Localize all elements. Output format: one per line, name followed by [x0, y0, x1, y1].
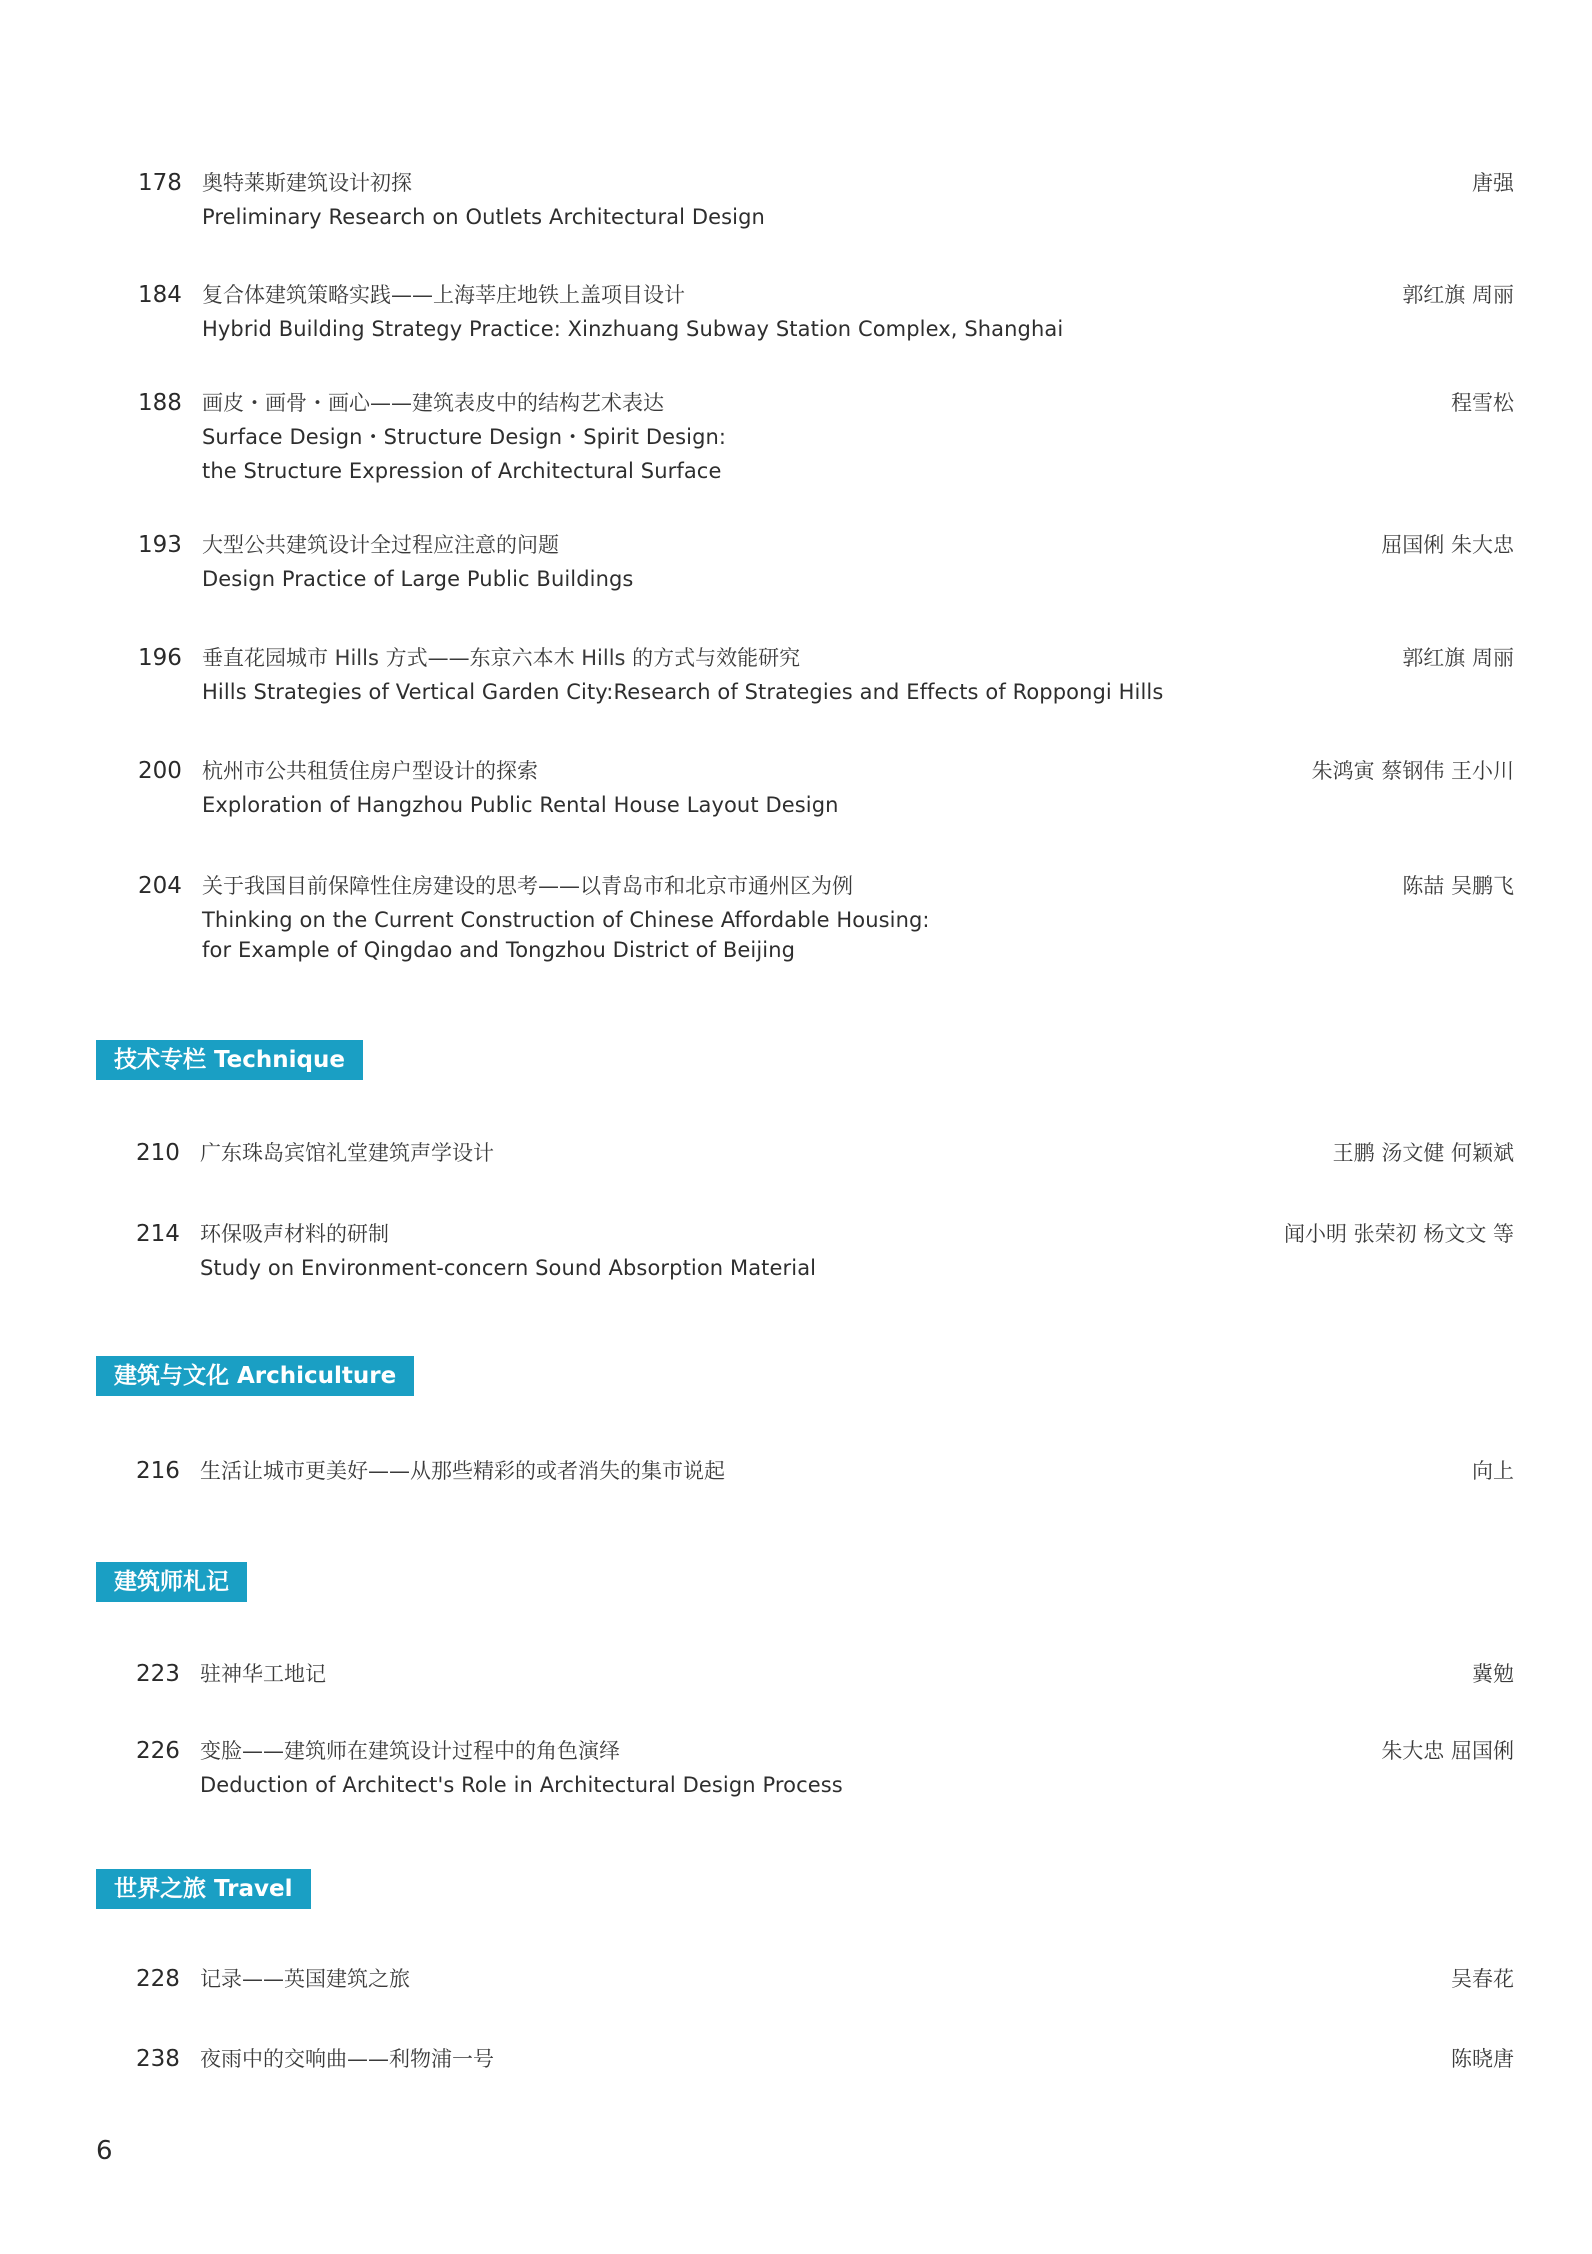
entry-page: 228: [136, 1966, 180, 1992]
entry-title-en: Deduction of Architect's Role in Architectural Design Process: [200, 1773, 843, 1797]
entry-page: 188: [138, 390, 182, 416]
entry-title-en: Hybrid Building Strategy Practice: Xinzhuang Subway Station Complex, Shanghai: [202, 317, 1064, 341]
entry-author: 朱大忠 屈国俐: [1381, 1739, 1514, 1763]
entry-title-cn: 环保吸声材料的研制: [200, 1222, 389, 1246]
entry-author: 吴春花: [1451, 1967, 1514, 1991]
entry-title-cn: 广东珠岛宾馆礼堂建筑声学设计: [200, 1141, 494, 1165]
entry-title-en: for Example of Qingdao and Tongzhou District of Beijing: [202, 938, 796, 962]
entry-author: 冀勉: [1472, 1662, 1514, 1686]
entry-author: 向上: [1472, 1459, 1514, 1483]
entry-title-en: Exploration of Hangzhou Public Rental House Layout Design: [202, 793, 839, 817]
section-header-technique: 技术专栏 Technique: [96, 1040, 363, 1080]
entry-author: 朱鸿寅 蔡钢伟 王小川: [1311, 759, 1514, 783]
entry-page: 226: [136, 1738, 180, 1764]
entry-title-cn: 夜雨中的交响曲——利物浦一号: [200, 2047, 494, 2071]
entry-title-en: the Structure Expression of Architectural Surface: [202, 459, 722, 483]
entry-page: 193: [138, 532, 182, 558]
entry-page: 200: [138, 758, 182, 784]
entry-title-en: Design Practice of Large Public Buildings: [202, 567, 634, 591]
entry-title-en: Thinking on the Current Construction of Chinese Affordable Housing:: [202, 908, 930, 932]
entry-title-en: Surface Design・Structure Design・Spirit Design:: [202, 425, 727, 449]
entry-page: 178: [138, 170, 182, 196]
entry-page: 223: [136, 1661, 180, 1687]
entry-title-cn: 奥特莱斯建筑设计初探: [202, 171, 412, 195]
entry-title-cn: 杭州市公共租赁住房户型设计的探索: [202, 759, 538, 783]
entry-page: 184: [138, 282, 182, 308]
entry-author: 唐强: [1472, 171, 1514, 195]
entry-author: 屈国俐 朱大忠: [1381, 533, 1514, 557]
entry-author: 闻小明 张荣初 杨文文 等: [1283, 1222, 1514, 1246]
entry-author: 陈喆 吴鹏飞: [1402, 874, 1514, 898]
entry-title-cn: 复合体建筑策略实践——上海莘庄地铁上盖项目设计: [202, 283, 685, 307]
entry-page: 214: [136, 1221, 180, 1247]
entry-title-en: Preliminary Research on Outlets Architectural Design: [202, 205, 765, 229]
entry-author: 郭红旗 周丽: [1402, 646, 1514, 670]
entry-title-cn: 垂直花园城市 Hills 方式——东京六本木 Hills 的方式与效能研究: [202, 646, 801, 670]
entry-author: 郭红旗 周丽: [1402, 283, 1514, 307]
entry-page: 196: [138, 645, 182, 671]
entry-title-cn: 大型公共建筑设计全过程应注意的问题: [202, 533, 559, 557]
entry-title-cn: 画皮・画骨・画心——建筑表皮中的结构艺术表达: [202, 391, 664, 415]
entry-title-cn: 记录——英国建筑之旅: [200, 1967, 410, 1991]
entry-page: 216: [136, 1458, 180, 1484]
section-header-notes: 建筑师札记: [96, 1562, 247, 1602]
entry-title-en: Hills Strategies of Vertical Garden City:Research of Strategies and Effects of Roppongi Hills: [202, 680, 1164, 704]
section-header-travel: 世界之旅 Travel: [96, 1869, 311, 1909]
entry-title-cn: 变脸——建筑师在建筑设计过程中的角色演绎: [200, 1739, 620, 1763]
entry-title-cn: 驻神华工地记: [200, 1662, 326, 1686]
entry-author: 王鹏 汤文健 何颖斌: [1332, 1141, 1514, 1165]
entry-page: 238: [136, 2046, 180, 2072]
entry-author: 陈晓唐: [1451, 2047, 1514, 2071]
entry-page: 204: [138, 873, 182, 899]
entry-title-cn: 生活让城市更美好——从那些精彩的或者消失的集市说起: [200, 1459, 725, 1483]
entry-author: 程雪松: [1451, 391, 1514, 415]
entry-title-cn: 关于我国目前保障性住房建设的思考——以青岛市和北京市通州区为例: [202, 874, 853, 898]
entry-title-en: Study on Environment-concern Sound Absorption Material: [200, 1256, 817, 1280]
page-number: 6: [96, 2136, 113, 2166]
entry-page: 210: [136, 1140, 180, 1166]
section-header-archiculture: 建筑与文化 Archiculture: [96, 1356, 414, 1396]
